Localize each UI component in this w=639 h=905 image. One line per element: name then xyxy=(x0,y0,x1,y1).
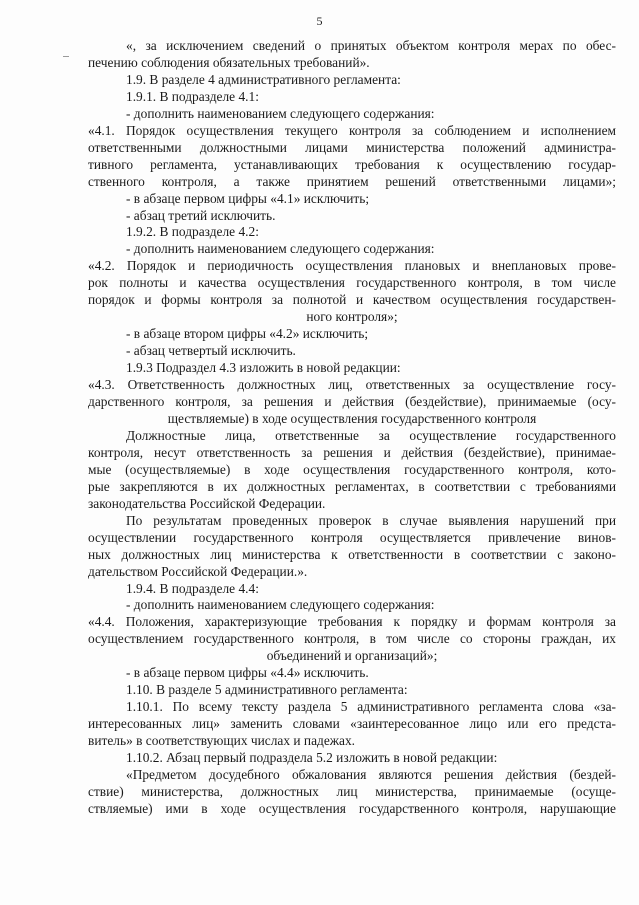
text-line: «, за исключением сведений о принятых объектом контроля мерах по обес- xyxy=(126,38,616,53)
text-line: ных должностных лиц министерства к ответственности в соответствии с законо- xyxy=(88,546,616,562)
text-line: «4.4. Положения, характеризующие требования к порядку и формам контроля за xyxy=(88,614,616,630)
text-line: - дополнить наименованием следующего содержания: xyxy=(126,105,435,121)
text-line: объединений и организаций»; xyxy=(266,648,438,664)
text-line: интересованных лиц» заменить словами «заинтересованное лицо или его предста- xyxy=(88,716,616,732)
text-line: 1.9.2. В подразделе 4.2: xyxy=(126,224,259,240)
text-line: Должностные лица, ответственные за осуществление государственного xyxy=(126,427,616,443)
text-line: - дополнить наименованием следующего содержания: xyxy=(126,241,435,257)
text-line: мые (осуществляемые) в ходе осуществления государственного контроля, кото- xyxy=(88,461,616,477)
text-line: «4.1. Порядок осуществления текущего контроля за соблюдением и исполнением xyxy=(88,122,616,138)
text-line: ственного контроля, а также принятием решений ответственными лицами»; xyxy=(88,173,616,189)
text-line: контроля, несут ответственность за решения и действия (бездействие), принимае- xyxy=(88,444,616,460)
text-line: 1.9.1. В подразделе 4.1: xyxy=(126,88,259,104)
text-line: 1.10. В разделе 5 административного регламента: xyxy=(126,682,408,698)
text-line: 1.9. В разделе 4 административного регламента: xyxy=(126,71,401,87)
text-line: рые закрепляются в их должностных регламентах, в соответствии с требованиями xyxy=(88,478,616,494)
text-line: - абзац третий исключить. xyxy=(126,207,276,223)
text-line: 1.9.3 Подраздел 4.3 изложить в новой редакции: xyxy=(126,360,401,376)
text-line: «4.3. Ответственность должностных лиц, ответственных за осуществление госу- xyxy=(88,377,616,393)
text-line: печению соблюдения обязательных требований». xyxy=(88,54,370,70)
text-line: - дополнить наименованием следующего содержания: xyxy=(126,597,435,613)
text-line: - в абзаце первом цифры «4.4» исключить. xyxy=(126,665,369,681)
text-line: порядок и формы контроля за полнотой и качеством осуществления государствен- xyxy=(88,292,616,308)
text-line: витель» в соответствующих числах и падежах. xyxy=(88,733,356,749)
text-line: ответственными должностными лицами министерства положений администра- xyxy=(88,139,616,155)
text-line: По результатам проведенных проверок в случае выявления нарушений при xyxy=(126,512,616,528)
text-line: дательством Российской Федерации.». xyxy=(88,563,308,579)
text-line: 1.10.1. По всему тексту раздела 5 административного регламента слова «за- xyxy=(126,699,616,715)
text-line: «Предметом досудебного обжалования являются решения действия (бездей- xyxy=(126,766,616,782)
text-line: ствляемые) ими в ходе осуществления государственного контроля, нарушающие xyxy=(88,800,616,816)
text-line: рок полноты и качества осуществления государственного контроля, в том числе xyxy=(88,275,616,291)
text-line: тивного регламента, устанавливающих требования к осуществлению государ- xyxy=(88,156,616,172)
text-line: осуществлении государственного контроля осуществляется привлечение винов- xyxy=(88,529,616,545)
text-line: - в абзаце первом цифры «4.1» исключить; xyxy=(126,190,370,206)
text-line: дарственного контроля, за решения и действия (бездействие), принимаемые (осу- xyxy=(88,394,616,410)
text-line: 1.9.4. В подразделе 4.4: xyxy=(126,580,259,596)
document-body xyxy=(88,38,616,818)
text-line: ществляемые) в ходе осуществления государственного контроля xyxy=(167,410,537,426)
text-line: - в абзаце втором цифры «4.2» исключить; xyxy=(126,326,369,342)
text-line: - абзац четвертый исключить. xyxy=(126,343,296,359)
text-line: законодательства Российской Федерации. xyxy=(88,495,326,511)
text-line: ного контроля»; xyxy=(306,309,398,325)
text-line: «4.2. Порядок и периодичность осуществления плановых и внеплановых прове- xyxy=(88,258,616,274)
scan-speck xyxy=(63,56,69,57)
text-line: 1.10.2. Абзац первый подраздела 5.2 изложить в новой редакции: xyxy=(126,750,498,766)
text-line: осуществлением государственного контроля, в том числе со стороны граждан, их xyxy=(88,631,616,647)
page-number: 5 xyxy=(316,14,323,28)
text-line: ствие) министерства, должностных лиц министерства, принимаемые (осуще- xyxy=(88,783,616,799)
